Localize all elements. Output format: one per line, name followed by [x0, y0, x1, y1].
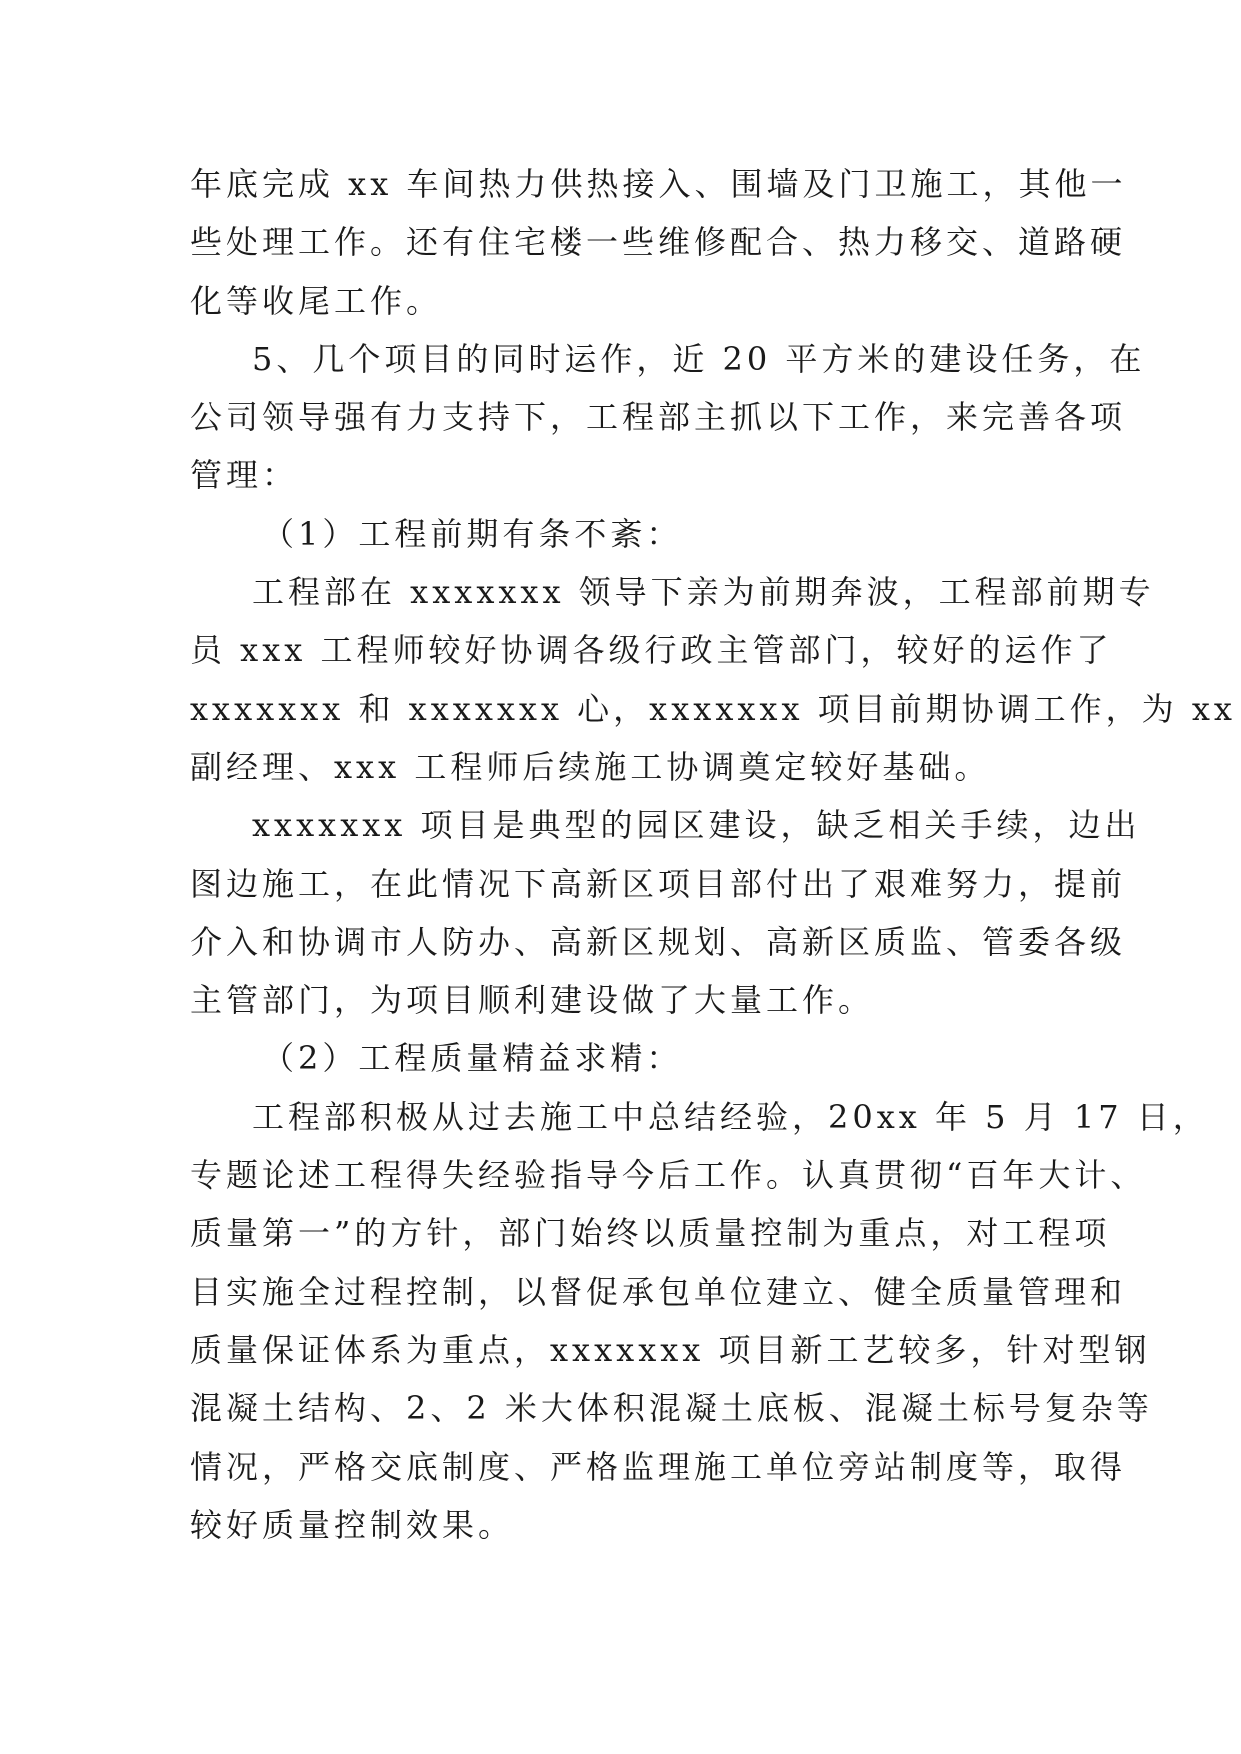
text-line: 5、几个项目的同时运作，近 20 平方米的建设任务，在 — [252, 339, 1146, 378]
text-line: xxxxxxx 项目是典型的园区建设，缺乏相关手续，边出 — [252, 806, 1141, 845]
text-line: 质量保证体系为重点，xxxxxxx 项目新工艺较多，针对型钢 — [190, 1330, 1151, 1369]
text-line: 公司领导强有力支持下，工程部主抓以下工作，来完善各项 — [190, 398, 1127, 437]
text-line: 化等收尾工作。 — [190, 281, 443, 320]
section-heading: （1）工程前期有条不紊： — [262, 514, 683, 553]
text-line: 目实施全过程控制，以督促承包单位建立、健全质量管理和 — [190, 1272, 1127, 1311]
text-line: 较好质量控制效果。 — [190, 1505, 515, 1544]
section-heading: （2）工程质量精益求精： — [262, 1039, 683, 1078]
text-line: 工程部积极从过去施工中总结经验，20xx 年 5 月 17 日， — [252, 1097, 1209, 1136]
text-line: 情况，严格交底制度、严格监理施工单位旁站制度等，取得 — [190, 1447, 1127, 1486]
text-line: 工程部在 xxxxxxx 领导下亲为前期奔波，工程部前期专 — [252, 573, 1155, 612]
text-line: 些处理工作。还有住宅楼一些维修配合、热力移交、道路硬 — [190, 223, 1127, 262]
text-line: xxxxxxx 和 xxxxxxx 心，xxxxxxx 项目前期协调工作，为 xx — [190, 689, 1236, 728]
text-line: 员 xxx 工程师较好协调各级行政主管部门，较好的运作了 — [190, 631, 1113, 670]
text-line: 混凝土结构、2、2 米大体积混凝土底板、混凝土标号复杂等 — [190, 1389, 1153, 1428]
text-line: 年底完成 xx 车间热力供热接入、围墙及门卫施工，其他一 — [190, 165, 1127, 203]
text-line: 介入和协调市人防办、高新区规划、高新区质监、管委各级 — [190, 922, 1127, 961]
text-line: 专题论述工程得失经验指导今后工作。认真贯彻“百年大计、 — [190, 1156, 1147, 1195]
text-line: 管理： — [190, 456, 299, 495]
text-line: 主管部门，为项目顺利建设做了大量工作。 — [190, 981, 875, 1020]
text-line: 副经理、xxx 工程师后续施工协调奠定较好基础。 — [190, 747, 991, 786]
text-line: 图边施工，在此情况下高新区项目部付出了艰难努力，提前 — [190, 864, 1127, 903]
text-line: 质量第一”的方针，部门始终以质量控制为重点，对工程项 — [190, 1214, 1111, 1253]
body-text — [190, 155, 1236, 1554]
